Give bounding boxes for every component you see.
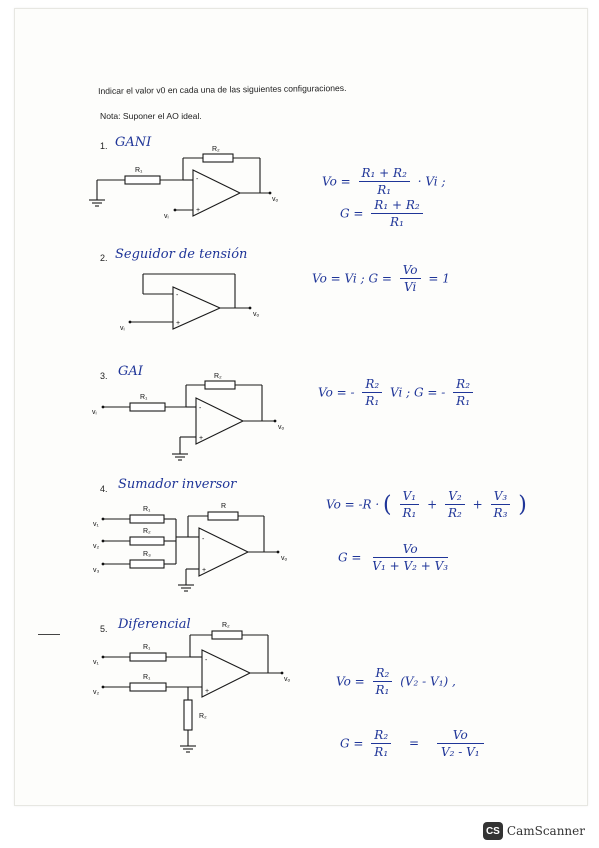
p5-vo-label: vₒ <box>284 676 291 683</box>
p3-den: R₁ <box>365 394 380 409</box>
p3-g-den: R₁ <box>456 394 471 409</box>
p5-g-formula <box>340 728 488 760</box>
p1-plus-sign: + <box>196 207 201 214</box>
camscanner-brand: CamScanner <box>506 824 585 838</box>
problem-3-number: 3. <box>100 371 108 381</box>
p3-mid: Vi ; G = - <box>390 385 446 400</box>
p5-lhs: Vo = <box>336 674 365 689</box>
p4-vo-formula: Vo = -R · ( $\frac{\text{V₁}}{\text{R₁}}$ + $\frac{\text{V₂}}{\text{R₂}}$ + $\frac{\text{V₃}}{\text{R₃}}$ ) <box>326 489 527 521</box>
p4-t1-den: R₁ <box>402 506 417 521</box>
p1-g-den: R₁ <box>390 215 404 230</box>
p2-plus-sign: + <box>176 320 181 327</box>
p5-den: R₁ <box>375 683 390 698</box>
p2-vo-label: vₒ <box>253 311 260 318</box>
p2-lhs: Vo = Vi ; G = <box>312 271 392 286</box>
p2-vi-label: vᵢ <box>120 325 125 332</box>
p2-num: Vo <box>400 263 421 279</box>
p3-num: R₂ <box>362 377 382 393</box>
p4-v2-label: v₂ <box>93 543 100 550</box>
p1-minus-sign: - <box>196 176 199 183</box>
p4-plus-sign: + <box>202 567 207 574</box>
p2-minus-sign: - <box>176 292 179 299</box>
problem-4-number: 4. <box>100 484 108 494</box>
p4-r2-label: R₂ <box>143 528 151 535</box>
p5-v2-label: v₂ <box>93 689 100 696</box>
p4-t2-num: V₂ <box>445 489 464 505</box>
p5-eq: = <box>408 736 420 751</box>
p5-num: R₂ <box>373 666 393 682</box>
problem-4-name: Sumador inversor <box>118 477 237 492</box>
problem-2-name: Seguidor de tensión <box>115 247 248 262</box>
p4-t2-den: R₂ <box>448 506 462 521</box>
p5-g2-den: V₂ - V₁ <box>440 745 480 760</box>
p1-vo-den: R₁ <box>377 183 392 198</box>
p5-g-den: R₁ <box>374 745 389 760</box>
p4-g-num: Vo <box>373 542 448 558</box>
p3-r2-label: R₂ <box>214 373 222 380</box>
p4-minus-sign: - <box>202 536 205 543</box>
p1-g-num: R₁ + R₂ <box>371 198 422 214</box>
p4-lhs: Vo = -R · <box>326 497 380 512</box>
p1-r1-label: R₁ <box>135 167 143 174</box>
problem-5-name: Diferencial <box>118 617 191 632</box>
p5-r2-bottom-label: R₂ <box>199 713 207 720</box>
p4-v3-label: v₃ <box>93 567 100 574</box>
p4-g-den: V₁ + V₂ + V₃ <box>372 559 449 574</box>
p1-r2-label: R₂ <box>212 146 220 153</box>
p1-vi-label: vᵢ <box>164 213 169 220</box>
p4-t3-num: V₃ <box>491 489 510 505</box>
p4-r-label: R <box>221 503 227 510</box>
p5-tail: (V₂ - V₁) , <box>400 674 456 689</box>
problem-2-number: 2. <box>100 253 108 263</box>
p1-vo-label: vₒ <box>272 196 279 203</box>
instruction-text: Indicar el valor v0 en cada una de las siguientes configuraciones. <box>98 82 347 96</box>
p5-g2-num: Vo <box>437 728 484 744</box>
p3-g-num: R₂ <box>453 377 473 393</box>
p5-r1-bottom-label: R₁ <box>143 674 151 681</box>
p1-g-lhs: G = <box>340 206 364 221</box>
p3-lhs: Vo = - <box>318 385 355 400</box>
p1-vo-tail: · Vi ; <box>417 174 446 189</box>
p3-vi-label: vᵢ <box>92 409 97 416</box>
p3-vo-label: vₒ <box>278 424 285 431</box>
p4-t3-den: R₃ <box>493 506 508 521</box>
problem-1-number: 1. <box>100 141 108 151</box>
p4-t1-num: V₁ <box>400 489 419 505</box>
problem-1-name: GANI <box>115 135 152 150</box>
p5-r2-top-label: R₂ <box>222 622 230 629</box>
p5-minus-sign: - <box>205 657 208 664</box>
p4-g-lhs: G = <box>338 550 362 565</box>
p2-den: Vi <box>403 280 417 295</box>
p3-plus-sign: + <box>199 435 204 442</box>
camscanner-watermark <box>483 822 585 840</box>
p5-r1-top-label: R₁ <box>143 644 151 651</box>
p4-r3-label: R₃ <box>143 551 151 558</box>
p2-tail: = 1 <box>428 271 450 286</box>
p3-r1-label: R₁ <box>140 394 148 401</box>
p5-g-lhs: G = <box>340 736 364 751</box>
p5-plus-sign: + <box>205 688 210 695</box>
note-text: Nota: Suponer el AO ideal. <box>100 111 202 121</box>
camscanner-logo: CS <box>483 822 503 840</box>
p4-r1-label: R₁ <box>143 506 151 513</box>
p3-minus-sign: - <box>199 405 202 412</box>
p5-g-num: R₂ <box>371 728 391 744</box>
p5-v1-label: v₁ <box>93 659 99 666</box>
p1-vo-num: R₁ + R₂ <box>359 166 410 182</box>
p4-v1-label: v₁ <box>93 521 99 528</box>
problem-5-number: 5. <box>100 624 108 634</box>
p4-vo-label: vₒ <box>281 555 288 562</box>
p5-vo-formula <box>336 666 456 698</box>
problem-3-name: GAI <box>118 364 143 379</box>
p1-vo-lhs: Vo = <box>322 174 351 189</box>
